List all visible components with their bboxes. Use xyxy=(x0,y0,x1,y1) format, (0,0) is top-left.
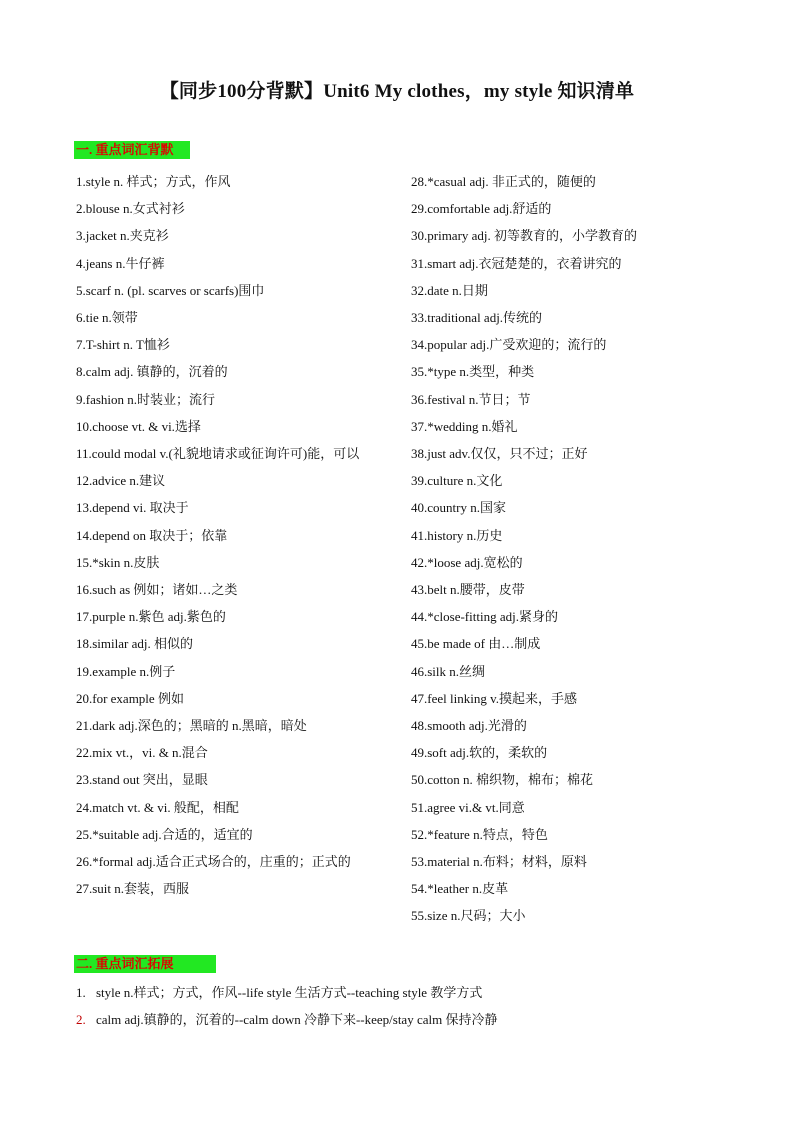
vocab-entry: 14.depend on 取决于；依靠 xyxy=(76,527,228,543)
vocab-entry: 43.belt n.腰带，皮带 xyxy=(411,582,525,598)
vocab-entry: 22.mix vt.，vi. & n.混合 xyxy=(76,745,208,761)
vocab-entry: 44.*close-fitting adj.紧身的 xyxy=(411,609,558,625)
vocab-entry: 28.*casual adj. 非正式的，随便的 xyxy=(411,174,596,189)
vocab-entry: 37.*wedding n.婚礼 xyxy=(411,418,518,434)
vocab-entry: 42.*loose adj.宽松的 xyxy=(411,554,523,570)
extension-item xyxy=(76,1006,716,1033)
extension-text: style n.样式；方式，作风--life style 生活方式--teaching style 教学方式 xyxy=(96,985,483,1000)
vocab-entry: 31.smart adj.衣冠楚楚的，衣着讲究的 xyxy=(411,255,622,271)
vocab-entry: 15.*skin n.皮肤 xyxy=(76,554,160,570)
vocab-list-right xyxy=(411,168,721,930)
vocab-entry: 21.dark adj.深色的；黑暗的 n.黑暗，暗处 xyxy=(76,718,307,734)
vocab-entry: 51.agree vi.& vt.同意 xyxy=(411,799,525,815)
vocab-entry: 8.calm adj. 镇静的，沉着的 xyxy=(76,364,228,380)
vocab-entry: 4.jeans n.牛仔裤 xyxy=(76,255,165,271)
vocab-list-left xyxy=(76,168,396,902)
vocab-entry: 33.traditional adj.传统的 xyxy=(411,310,543,326)
vocab-entry: 52.*feature n.特点，特色 xyxy=(411,826,548,842)
vocab-entry: 7.T-shirt n. T恤衫 xyxy=(76,337,170,353)
extension-item xyxy=(76,979,716,1006)
section-heading-vocab: 一. 重点词汇背默 xyxy=(74,141,190,159)
vocab-entry: 39.culture n.文化 xyxy=(411,473,503,489)
vocab-entry: 53.material n.布料；材料，原料 xyxy=(411,854,587,870)
vocab-entry: 2.blouse n.女式衬衫 xyxy=(76,201,185,217)
vocab-entry: 46.silk n.丝绸 xyxy=(411,663,486,679)
vocab-entry: 45.be made of 由…制成 xyxy=(411,636,541,652)
vocab-entry: 30.primary adj. 初等教育的，小学教育的 xyxy=(411,228,638,244)
vocab-entry: 54.*leather n.皮革 xyxy=(411,881,509,897)
vocab-entry: 20.for example 例如 xyxy=(76,690,184,706)
vocab-entry: 25.*suitable adj.合适的，适宜的 xyxy=(76,826,253,842)
vocab-entry: 32.date n.日期 xyxy=(411,282,488,298)
vocab-entry: 19.example n.例子 xyxy=(76,663,176,679)
vocab-entry: 3.jacket n.夹克衫 xyxy=(76,228,169,244)
vocab-entry: 13.depend vi. 取决于 xyxy=(76,500,189,516)
vocab-entry: 26.*formal adj.适合正式场合的，庄重的；正式的 xyxy=(76,854,351,870)
vocab-entry: 50.cotton n. 棉织物，棉布；棉花 xyxy=(411,772,593,788)
vocab-entry: 23.stand out 突出，显眼 xyxy=(76,772,208,788)
extension-text: calm adj.镇静的，沉着的--calm down 冷静下来--keep/stay calm 保持冷静 xyxy=(96,1012,498,1027)
vocab-entry: 40.country n.国家 xyxy=(411,500,506,516)
vocab-entry: 41.history n.历史 xyxy=(411,527,503,543)
vocab-entry: 17.purple n.紫色 adj.紫色的 xyxy=(76,609,226,625)
vocab-entry: 9.fashion n.时装业；流行 xyxy=(76,391,216,407)
page-title: 【同步100分背默】Unit6 My clothes，my style 知识清单 xyxy=(159,81,635,102)
vocab-entry: 35.*type n.类型，种类 xyxy=(411,364,535,380)
vocab-entry: 11.could modal v.(礼貌地请求或征询许可)能，可以 xyxy=(76,446,360,462)
vocab-entry: 6.tie n.领带 xyxy=(76,310,138,326)
vocab-entry: 5.scarf n. (pl. scarves or scarfs)围巾 xyxy=(76,282,265,298)
vocab-entry: 48.smooth adj.光滑的 xyxy=(411,718,527,734)
vocab-entry: 34.popular adj.广受欢迎的；流行的 xyxy=(411,337,607,353)
vocab-entry: 38.just adv.仅仅，只不过；正好 xyxy=(411,446,588,462)
vocab-entry: 18.similar adj. 相似的 xyxy=(76,636,193,652)
vocab-entry: 55.size n.尺码；大小 xyxy=(411,908,526,924)
vocab-entry: 27.suit n.套装，西服 xyxy=(76,881,190,897)
extension-number: 1. xyxy=(76,985,86,1000)
section-heading-extension: 二. 重点词汇拓展 xyxy=(74,955,216,973)
vocab-entry: 49.soft adj.软的，柔软的 xyxy=(411,745,548,761)
vocab-entry: 1.style n. 样式；方式，作风 xyxy=(76,174,231,189)
vocab-entry: 29.comfortable adj.舒适的 xyxy=(411,201,552,217)
extension-number: 2. xyxy=(76,1012,86,1027)
vocab-entry: 16.such as 例如；诸如…之类 xyxy=(76,582,238,598)
vocab-entry: 24.match vt. & vi. 般配，相配 xyxy=(76,799,239,815)
vocab-entry: 10.choose vt. & vi.选择 xyxy=(76,418,201,434)
vocab-entry: 36.festival n.节日；节 xyxy=(411,391,531,407)
vocab-entry: 12.advice n.建议 xyxy=(76,473,166,489)
extension-list xyxy=(76,979,716,1033)
vocab-entry: 47.feel linking v.摸起来，手感 xyxy=(411,690,577,706)
